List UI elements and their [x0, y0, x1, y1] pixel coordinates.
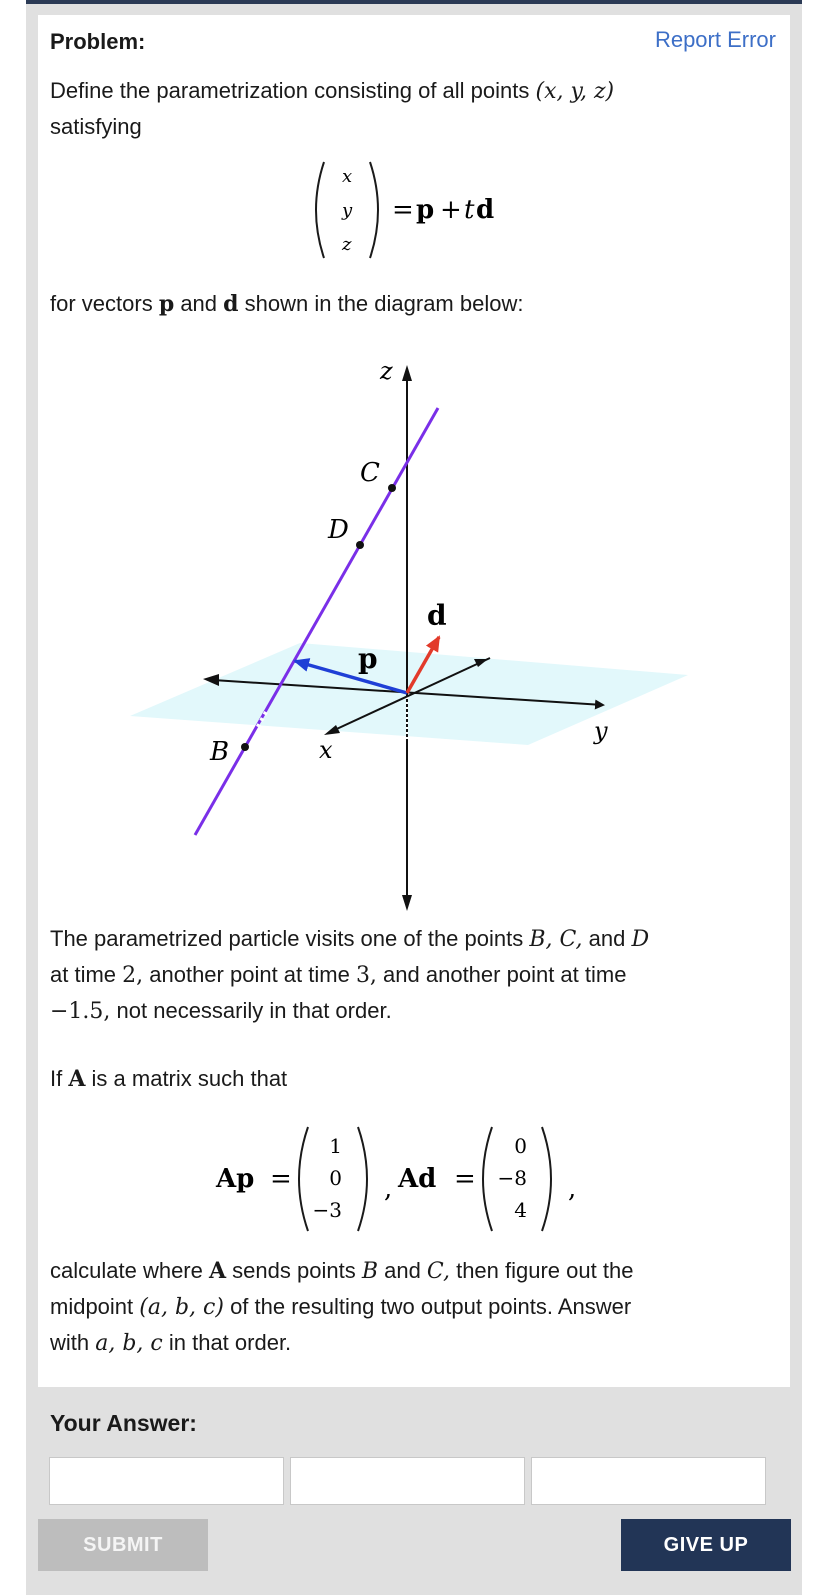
- z-axis-label: z: [380, 357, 393, 385]
- Ap-label: Ap: [216, 1164, 255, 1194]
- intro-text: Define the parametrization consisting of all points (x, y, z) satisfying: [50, 78, 615, 139]
- point-D: [356, 541, 364, 549]
- parametrization-equation: [306, 150, 546, 270]
- your-answer-label: Your Answer:: [50, 1410, 197, 1436]
- eq-plus: +: [440, 195, 462, 225]
- vec-z: z: [342, 234, 352, 255]
- label-C: C: [360, 458, 380, 488]
- vector-diagram: [38, 335, 790, 925]
- eq-sign: =: [392, 195, 414, 225]
- visit-text: The parametrized particle visits one of the points B, C, and D at time 2, another point at time 3, and another point at time −1.5, not necessarily in that order.: [50, 926, 650, 1024]
- answer-input-c[interactable]: [531, 1457, 766, 1505]
- left-paren: [316, 162, 324, 258]
- z-axis-arrow-up: [402, 365, 412, 381]
- eq-d: d: [476, 195, 495, 225]
- label-d: d: [427, 599, 447, 632]
- calc-text: calculate where A sends points B and C, then figure out the midpoint (a, b, c) of the resulting two output points. Answer with a, b, c in that order.: [50, 1258, 634, 1356]
- Ad-right-paren: [542, 1127, 551, 1231]
- param-line: [195, 408, 438, 835]
- Ap-val-2: −3: [312, 1198, 342, 1222]
- answer-input-b[interactable]: [290, 1457, 525, 1505]
- Ad-eq: =: [454, 1164, 476, 1194]
- point-C: [388, 484, 396, 492]
- Ap-left-paren: [299, 1127, 308, 1231]
- problem-card: [38, 15, 790, 1387]
- equation-svg: [306, 150, 546, 270]
- comma-1: ,: [384, 1174, 393, 1204]
- x-axis-label: x: [319, 736, 333, 764]
- problem-heading: Problem:: [50, 29, 146, 54]
- Ad-val-0: 0: [514, 1134, 527, 1158]
- point-B: [241, 743, 249, 751]
- Ap-eq: =: [270, 1164, 292, 1194]
- top-bar: [26, 0, 802, 4]
- matrix-intro-text: If A is a matrix such that: [50, 1066, 288, 1092]
- Ap-right-paren: [358, 1127, 367, 1231]
- label-D: D: [328, 515, 349, 545]
- submit-button[interactable]: SUBMIT: [38, 1519, 208, 1571]
- label-B: B: [210, 737, 230, 767]
- y-axis-label: y: [594, 717, 608, 745]
- Ap-val-0: 1: [329, 1134, 342, 1158]
- report-error-link[interactable]: Report Error: [654, 27, 776, 52]
- z-axis-arrow-down: [402, 895, 412, 911]
- right-paren: [370, 162, 378, 258]
- Ad-val-1: −8: [497, 1166, 527, 1190]
- answer-input-a[interactable]: [49, 1457, 284, 1505]
- Ap-val-1: 0: [329, 1166, 342, 1190]
- vec-y: y: [342, 200, 353, 221]
- Ad-val-2: 4: [514, 1198, 527, 1222]
- label-p: p: [358, 642, 378, 675]
- vectors-text: for vectors p and d shown in the diagram below:: [50, 291, 524, 317]
- matrix-equation: [208, 1117, 648, 1247]
- eq-t: t: [464, 195, 475, 225]
- comma-2: ,: [568, 1174, 577, 1204]
- vec-x: x: [342, 166, 353, 187]
- give-up-button[interactable]: GIVE UP: [621, 1519, 791, 1571]
- Ad-label: Ad: [398, 1164, 437, 1194]
- eq-p: p: [416, 195, 435, 225]
- Ad-left-paren: [483, 1127, 492, 1231]
